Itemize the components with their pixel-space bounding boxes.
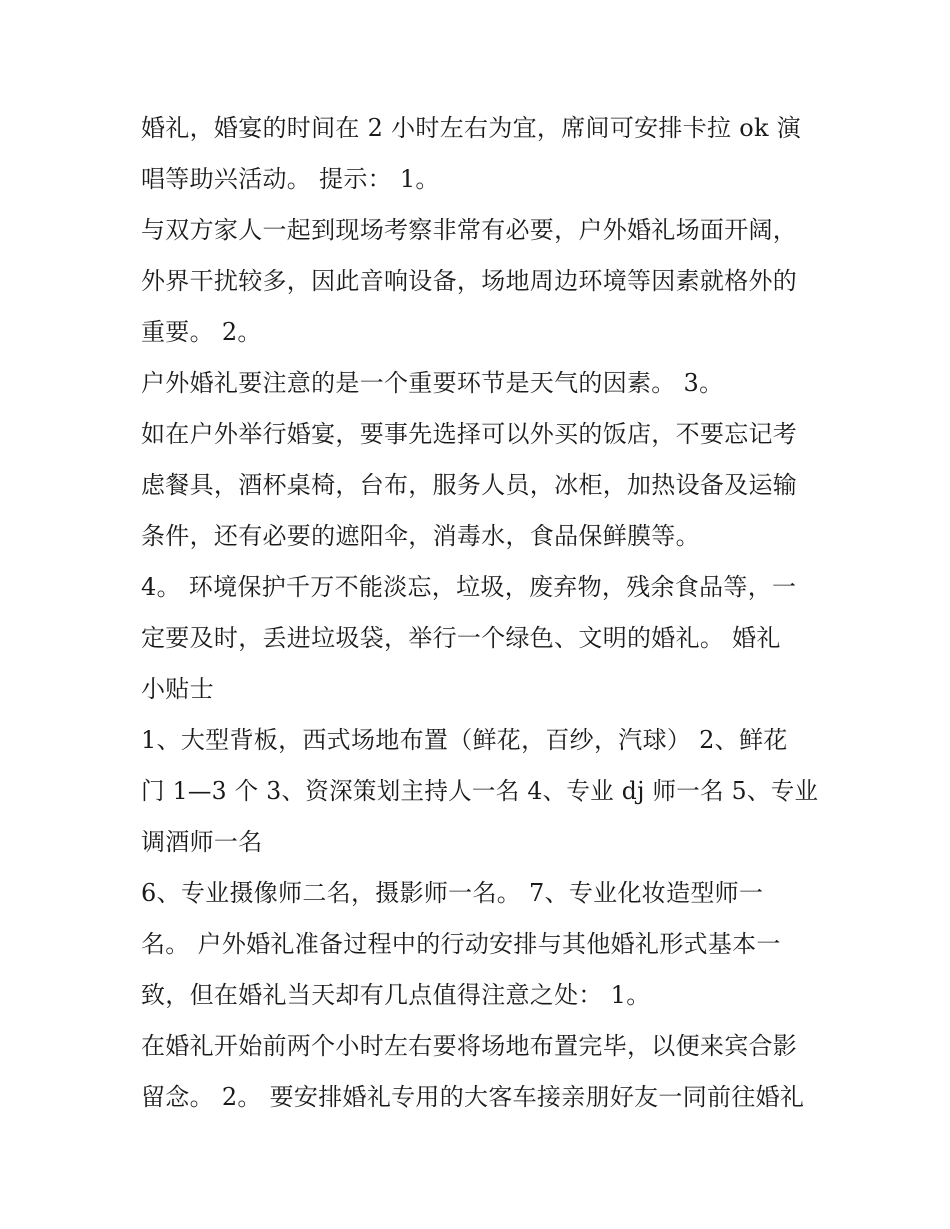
text-line: 婚礼，婚宴的时间在 2 小时左右为宜，席间可安排卡拉 ok 演 (141, 114, 802, 142)
text-line: 在婚礼开始前两个小时左右要将场地布置完毕，以便来宾合影 (141, 1032, 798, 1060)
text-line: 名。 户外婚礼准备过程中的行动安排与其他婚礼形式基本一 (141, 930, 781, 958)
text-line: 4。 环境保护千万不能淡忘，垃圾，废弃物，残余食品等，一 (141, 573, 797, 601)
text-line: 留念。 2。 要安排婚礼专用的大客车接亲朋好友一同前往婚礼 (141, 1083, 805, 1111)
text-line: 虑餐具，酒杯桌椅，台布，服务人员，冰柜，加热设备及运输 (141, 471, 798, 499)
text-line: 外界干扰较多，因此音响设备，场地周边环境等因素就格外的 (141, 267, 798, 295)
text-line: 与双方家人一起到现场考察非常有必要，户外婚礼场面开阔， (141, 216, 798, 244)
text-line: 定要及时，丢进垃圾袋，举行一个绿色、文明的婚礼。 婚礼 (141, 624, 781, 652)
text-line: 1、大型背板，西式场地布置（鲜花，百纱，汽球） 2、鲜花 (141, 726, 788, 754)
text-line: 唱等助兴活动。 提示： 1。 (141, 165, 440, 193)
text-line: 6、专业摄像师二名，摄影师一名。 7、专业化妆造型师一 (141, 879, 764, 907)
text-line: 门 1—3 个 3、资深策划主持人一名 4、专业 dj 师一名 5、专业 (141, 777, 819, 805)
text-line: 户外婚礼要注意的是一个重要环节是天气的因素。 3。 (141, 369, 724, 397)
text-line: 如在户外举行婚宴，要事先选择可以外买的饭店，不要忘记考 (141, 420, 798, 448)
text-line: 小贴士 (141, 675, 214, 703)
text-line: 重要。 2。 (141, 318, 262, 346)
text-line: 条件，还有必要的遮阳伞，消毒水，食品保鲜膜等。 (141, 522, 700, 550)
text-line: 致，但在婚礼当天却有几点值得注意之处： 1。 (141, 981, 651, 1009)
text-line: 调酒师一名 (141, 828, 263, 856)
